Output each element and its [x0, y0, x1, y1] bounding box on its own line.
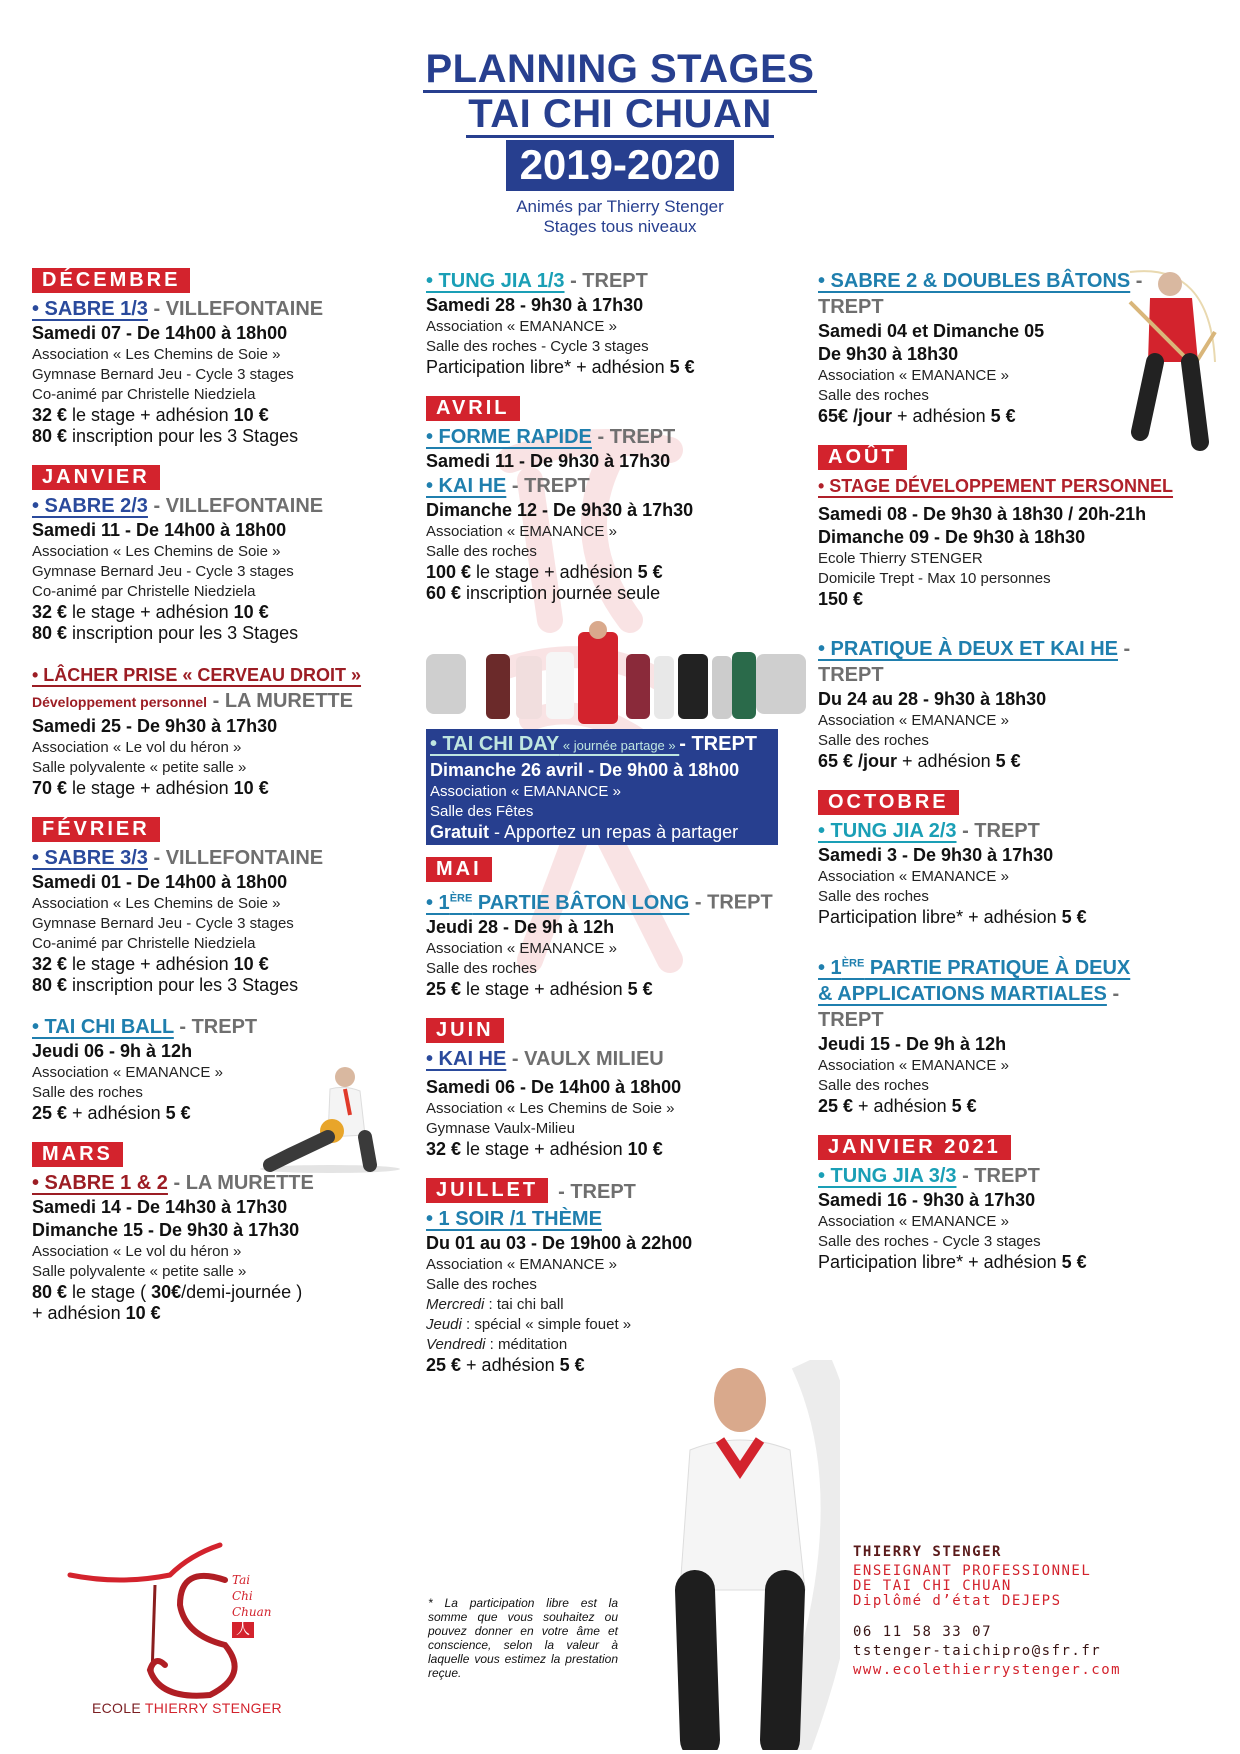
month-badge-decembre: DÉCEMBRE — [32, 268, 190, 293]
stage-fevrier-sabre-3: FÉVRIER • SABRE 3/3 - VILLEFONTAINE Samedi 01 - De 14h00 à 18h00 Association « Les Chemins de Soie » Gymnase Bernard Jeu - Cycle 3 stages Co-animé par Christelle Niedziela 32 € le stage + adhésion 10 € 80 € inscription pour les 3 Stages — [32, 817, 402, 996]
month-badge-fevrier: FÉVRIER — [32, 817, 160, 842]
stage-price: 80 € le stage ( 30€/demi-journée ) — [32, 1282, 303, 1302]
stage-title: • 1 SOIR /1 THÈME — [426, 1207, 602, 1230]
stage-price: Gratuit - Apportez un repas à partager — [430, 822, 739, 842]
stage-venue: Domicile Trept - Max 10 personnes — [818, 570, 1051, 587]
stage-title-forme-rapide: • FORME RAPIDE — [426, 426, 592, 448]
stage-title: • TAI CHI DAY « journée partage » — [430, 733, 680, 755]
stage-price: 150 € — [818, 589, 864, 609]
stage-title: • 1ÈRE PARTIE PRATIQUE À DEUX — [818, 956, 1131, 979]
stage-location: TREPT — [570, 1180, 636, 1203]
column-middle — [426, 268, 806, 1394]
stage-date: Samedi 07 - De 14h00 à 18h00 — [32, 323, 288, 343]
month-badge-juin: JUIN — [426, 1018, 504, 1043]
stage-title: • TUNG JIA 2/3 — [818, 820, 957, 842]
page-title-line2: TAI CHI CHUAN — [468, 92, 772, 136]
stage-venue: Gymnase Vaulx-Milieu — [426, 1119, 575, 1137]
season-year-badge: 2019-2020 — [506, 140, 735, 191]
stage-title: • TUNG JIA 1/3 — [426, 270, 565, 292]
stage-date: Samedi 3 - De 9h30 à 17h30 — [818, 845, 1054, 865]
stage-mai-baton-long: MAI • 1ÈRE PARTIE BÂTON LONG - TREPT Jeudi 28 - De 9h à 12h Association « EMANANCE » Salle des roches 25 € le stage + adhésion 5 € — [426, 857, 806, 1000]
stage-venue: Salle des roches — [818, 387, 929, 404]
stage-octobre-tung-jia-2: OCTOBRE • TUNG JIA 2/3 - TREPT Samedi 3 - De 9h30 à 17h30 Association « EMANANCE » Salle des roches Participation libre* + adhésion 5 € — [818, 790, 1218, 928]
month-badge-avril: AVRIL — [426, 396, 520, 421]
stage-date: Samedi 14 - De 14h30 à 17h30 — [32, 1197, 288, 1217]
school-logo — [60, 1525, 260, 1725]
stage-association: Association « Les Chemins de Soie » — [32, 895, 281, 912]
stage-price-cycle: 80 € inscription pour les 3 Stages — [32, 623, 299, 643]
stage-association: Association « Les Chemins de Soie » — [32, 346, 281, 363]
stage-price: 32 € le stage + adhésion 10 € — [32, 954, 269, 974]
stage-venue: Salle polyvalente « petite salle » — [32, 759, 247, 776]
stage-venue: Salle des roches — [818, 732, 929, 749]
stage-location: TREPT — [707, 891, 773, 914]
stage-juin-kai-he: JUIN • KAI HE - VAULX MILIEU Samedi 06 - De 14h00 à 18h00 Association « Les Chemins de Soie » Gymnase Vaulx-Milieu 32 € le stage + adhésion 10 € — [426, 1018, 806, 1160]
stage-association: Association « Le vol du héron » — [32, 1243, 242, 1260]
stage-organizer: Ecole Thierry STENGER — [818, 550, 983, 567]
photo-doubles-batons-practitioner — [1120, 262, 1220, 452]
stage-date: Samedi 04 et Dimanche 05 — [818, 321, 1045, 341]
contact-role: DE TAI CHI CHUAN — [853, 1578, 1012, 1594]
stage-coanimator: Co-animé par Christelle Niedziela — [32, 935, 256, 952]
month-badge-octobre: OCTOBRE — [818, 790, 959, 815]
stage-venue: Gymnase Bernard Jeu - Cycle 3 stages — [32, 366, 294, 383]
stage-date: Samedi 01 - De 14h00 à 18h00 — [32, 872, 288, 892]
stage-title: • SABRE 2 & DOUBLES BÂTONS — [818, 270, 1131, 292]
stage-association: Association « EMANANCE » — [818, 868, 1009, 885]
photo-thierry-stenger-portrait — [640, 1360, 840, 1750]
stage-title-line2: & APPLICATIONS MARTIALES — [818, 982, 1107, 1005]
stage-sabre-2-doubles-batons: • SABRE 2 & DOUBLES BÂTONS - TREPT Samedi 04 et Dimanche 05 De 9h30 à 18h30 Association « EMANANCE » Salle des roches 65€ /jour + adhésion 5 € — [818, 268, 1218, 427]
logo-calligraphy-text: Tai Chi Chuan 人 — [232, 1573, 272, 1638]
stage-title: • KAI HE — [426, 1047, 507, 1070]
stage-juillet-soir-theme: JUILLET - TREPT • 1 SOIR /1 THÈME Du 01 au 03 - De 19h00 à 22h00 Association « EMANANCE » Salle des roches Mercredi : tai chi ball Jeudi : spécial « simple fouet » Vendredi : méditation 25 € + adhésion 5 € — [426, 1178, 806, 1376]
stage-location: TREPT — [582, 270, 648, 292]
stage-title: • SABRE 1 & 2 — [32, 1172, 168, 1194]
participation-footnote: * La participation libre est la somme que vous souhaitez ou pouvez donner en votre âme et conscience, selon la valeur à laquelle vous estimez la prestation reçue. — [428, 1596, 618, 1680]
stage-date: Samedi 16 - 9h30 à 17h30 — [818, 1189, 1036, 1210]
stage-price: 32 € le stage + adhésion 10 € — [426, 1138, 663, 1159]
stage-title: • SABRE 2/3 — [32, 495, 148, 517]
stage-date: Du 24 au 28 - 9h30 à 18h30 — [818, 689, 1047, 709]
stage-lacher-prise: • LÂCHER PRISE « CERVEAU DROIT » Développement personnel - LA MURETTE Samedi 25 - De 9h30 à 17h30 Association « Le vol du héron » Salle polyvalente « petite salle » 70 € le stage + adhésion 10 € — [32, 662, 402, 799]
page-title-line1: PLANNING STAGES — [425, 47, 815, 91]
stage-venue: Gymnase Bernard Jeu - Cycle 3 stages — [32, 563, 294, 580]
contact-role: ENSEIGNANT PROFESSIONNEL — [853, 1563, 1092, 1579]
stage-date: Jeudi 06 - 9h à 12h — [32, 1041, 193, 1061]
stage-pratique-a-deux: • PRATIQUE À DEUX ET KAI HE - TREPT Du 24 au 28 - 9h30 à 18h30 Association « EMANANCE » Salle des roches 65 € /jour + adhésion 5 € — [818, 636, 1218, 772]
stage-price: 70 € le stage + adhésion 10 € — [32, 778, 269, 798]
page-subtitle-levels: Stages tous niveaux — [543, 217, 697, 236]
stage-title: • SABRE 1/3 — [32, 298, 148, 320]
stage-location: TREPT — [974, 1164, 1040, 1187]
photo-tai-chi-day-group — [426, 614, 806, 724]
stage-price: 25 € + adhésion 5 € — [32, 1103, 191, 1123]
stage-venue: Salle des roches — [426, 1275, 537, 1293]
stage-price: Participation libre* + adhésion 5 € — [818, 907, 1087, 927]
stage-location: LA MURETTE — [224, 690, 353, 712]
stage-association: Association « EMANANCE » — [426, 318, 617, 335]
stage-title: • LÂCHER PRISE « CERVEAU DROIT » — [32, 665, 362, 685]
stage-title: • PRATIQUE À DEUX ET KAI HE — [818, 638, 1118, 660]
stage-title: • TUNG JIA 3/3 — [818, 1164, 957, 1187]
stage-location: VILLEFONTAINE — [165, 495, 324, 517]
stage-title: • SABRE 3/3 — [32, 847, 148, 869]
stage-venue: Salle des roches — [32, 1084, 143, 1101]
stage-association: Association « Le vol du héron » — [32, 739, 242, 756]
stage-venue: Salle des roches — [818, 1076, 929, 1094]
stage-association: Association « EMANANCE » — [818, 1056, 1009, 1074]
stage-date: Du 01 au 03 - De 19h00 à 22h00 — [426, 1232, 693, 1253]
stage-janvier-2021-tung-jia-3: JANVIER 2021 • TUNG JIA 3/3 - TREPT Samedi 16 - 9h30 à 17h30 Association « EMANANCE » Salle des roches - Cycle 3 stages Participation libre* + adhésion 5 € — [818, 1135, 1218, 1273]
stage-location: TREPT — [691, 733, 758, 755]
stage-price: 32 € le stage + adhésion 10 € — [32, 602, 269, 622]
stage-association: Association « EMANANCE » — [426, 1255, 617, 1273]
stage-avril: AVRIL • FORME RAPIDE - TREPT Samedi 11 - De 9h30 à 17h30 • KAI HE - TREPT Dimanche 12 - De 9h30 à 17h30 Association « EMANANCE » Salle des roches 100 € le stage + adhésion 5 € 60 € inscription journée seule — [426, 396, 806, 604]
stage-association: Association « EMANANCE » — [426, 939, 617, 957]
stage-association: Association « EMANANCE » — [818, 367, 1009, 384]
stage-association: Association « EMANANCE » — [818, 712, 1009, 729]
stage-price: 25 € le stage + adhésion 5 € — [426, 978, 653, 999]
stage-date: Jeudi 15 - De 9h à 12h — [818, 1033, 1007, 1054]
stage-price: 100 € le stage + adhésion 5 € — [426, 562, 663, 582]
stage-association: Association « Les Chemins de Soie » — [32, 543, 281, 560]
stage-venue: Salle des roches — [818, 888, 929, 905]
stage-venue: Salle des roches - Cycle 3 stages — [818, 1232, 1041, 1250]
stage-coanimator: Co-animé par Christelle Niedziela — [32, 583, 256, 600]
stage-venue: Salle des Fêtes — [430, 803, 534, 820]
stage-price-day: 60 € inscription journée seule — [426, 583, 661, 603]
stage-title: • STAGE DÉVELOPPEMENT PERSONNEL — [818, 476, 1174, 496]
stage-applications-martiales: • 1ÈRE PARTIE PRATIQUE À DEUX & APPLICATIONS MARTIALES - TREPT Jeudi 15 - De 9h à 12h Association « EMANANCE » Salle des roches 25 € + adhésion 5 € — [818, 950, 1218, 1117]
stage-location: LA MURETTE — [185, 1172, 314, 1194]
stage-date: Samedi 25 - De 9h30 à 17h30 — [32, 716, 278, 736]
stage-price: 65 € /jour + adhésion 5 € — [818, 751, 1021, 771]
month-badge-aout: AOÛT — [818, 445, 907, 470]
month-badge-mars: MARS — [32, 1142, 123, 1167]
stage-title: • 1ÈRE PARTIE BÂTON LONG — [426, 891, 690, 914]
stage-venue: Salle des roches — [426, 543, 537, 560]
stage-date: Dimanche 26 avril - De 9h00 à 18h00 — [430, 760, 740, 780]
stage-association: Association « EMANANCE » — [32, 1064, 223, 1081]
month-badge-mai: MAI — [426, 857, 492, 882]
stage-association: Association « EMANANCE » — [430, 783, 621, 800]
stage-date: Dimanche 15 - De 9h30 à 17h30 — [32, 1220, 300, 1240]
stage-association: Association « EMANANCE » — [818, 1212, 1009, 1230]
contact-block — [853, 1544, 1121, 1680]
stage-location: TREPT — [818, 664, 884, 686]
column-left — [32, 268, 402, 1342]
stage-price-cycle: 80 € inscription pour les 3 Stages — [32, 426, 299, 446]
school-name: ECOLE THIERRY STENGER — [92, 1700, 282, 1716]
contact-website-link[interactable]: www.ecolethierrystenger.com — [853, 1662, 1122, 1678]
stage-location: VILLEFONTAINE — [165, 298, 324, 320]
stage-price: Participation libre* + adhésion 5 € — [426, 357, 695, 377]
stage-date: Samedi 06 - De 14h00 à 18h00 — [426, 1076, 682, 1097]
stage-price: Participation libre* + adhésion 5 € — [818, 1251, 1087, 1272]
stage-location: TREPT — [818, 296, 884, 318]
stage-aout-developpement — [818, 445, 1218, 610]
stage-tai-chi-day: • TAI CHI DAY « journée partage » - TREPT Dimanche 26 avril - De 9h00 à 18h00 Association « EMANANCE » Salle des Fêtes Gratuit - Apportez un repas à partager — [426, 729, 778, 845]
stage-location: VAULX MILIEU — [524, 1047, 664, 1070]
stage-location: TREPT — [524, 475, 590, 497]
stage-janvier-sabre-2: JANVIER • SABRE 2/3 - VILLEFONTAINE Samedi 11 - De 14h00 à 18h00 Association « Les Chemins de Soie » Gymnase Bernard Jeu - Cycle 3 stages Co-animé par Christelle Niedziela 32 € le stage + adhésion 10 € 80 € inscription pour les 3 Stages — [32, 465, 402, 644]
month-badge-janvier: JANVIER — [32, 465, 160, 490]
stage-price: 25 € + adhésion 5 € — [426, 1354, 585, 1375]
stage-date: Samedi 11 - De 14h00 à 18h00 — [32, 520, 287, 540]
stage-mars-sabre-1-2: MARS • SABRE 1 & 2 - LA MURETTE Samedi 14 - De 14h30 à 17h30 Dimanche 15 - De 9h30 à 17h30 Association « Le vol du héron » Salle polyvalente « petite salle » 80 € le stage ( 30€/demi-journée ) + adhésion 10 € — [32, 1142, 402, 1324]
stage-venue: Salle des roches — [426, 959, 537, 977]
theme-wednesday: Mercredi : tai chi ball — [426, 1295, 564, 1313]
stage-venue: Gymnase Bernard Jeu - Cycle 3 stages — [32, 915, 294, 932]
stage-venue: Salle des roches - Cycle 3 stages — [426, 338, 649, 355]
photo-tai-chi-ball-practitioner — [250, 1065, 400, 1175]
page-subtitle-animator: Animés par Thierry Stenger — [516, 197, 724, 216]
stage-venue: Salle polyvalente « petite salle » — [32, 1263, 247, 1280]
contact-name: THIERRY STENGER — [853, 1544, 1002, 1560]
stage-location: TREPT — [191, 1016, 258, 1038]
stage-title-kai-he: • KAI HE — [426, 475, 507, 497]
logo-ren-character: 人 — [232, 1622, 254, 1638]
stage-decembre-sabre-1: DÉCEMBRE • SABRE 1/3 - VILLEFONTAINE Samedi 07 - De 14h00 à 18h00 Association « Les Chemins de Soie » Gymnase Bernard Jeu - Cycle 3 stages Co-animé par Christelle Niedziela 32 € le stage + adhésion 10 € 80 € inscription pour les 3 Stages — [32, 268, 402, 447]
contact-phone[interactable]: 06 11 58 33 07 — [853, 1624, 993, 1640]
stage-price-cycle: 80 € inscription pour les 3 Stages — [32, 975, 299, 995]
theme-thursday: Jeudi : spécial « simple fouet » — [426, 1315, 632, 1333]
stage-price: 32 € le stage + adhésion 10 € — [32, 405, 269, 425]
stage-price: 25 € + adhésion 5 € — [818, 1095, 977, 1116]
stage-price-fee: + adhésion 10 € — [32, 1303, 161, 1323]
stage-location: TREPT — [609, 426, 676, 448]
stage-location: VILLEFONTAINE — [165, 847, 324, 869]
stage-time: De 9h30 à 18h30 — [818, 344, 959, 364]
stage-tai-chi-ball: • TAI CHI BALL - TREPT Jeudi 06 - 9h à 12h Association « EMANANCE » Salle des roches 25 € + adhésion 5 € — [32, 1014, 402, 1124]
stage-date: Samedi 28 - 9h30 à 17h30 — [426, 295, 644, 315]
stage-location: TREPT — [818, 1008, 884, 1031]
contact-diploma: Diplômé d’état DEJEPS — [853, 1593, 1062, 1609]
stage-date: Dimanche 09 - De 9h30 à 18h30 — [818, 527, 1086, 547]
contact-email-link[interactable]: tstenger-taichipro@sfr.fr — [853, 1643, 1102, 1659]
stage-location: TREPT — [974, 820, 1040, 842]
stage-title: • TAI CHI BALL — [32, 1016, 174, 1038]
stage-date: Dimanche 12 - De 9h30 à 17h30 — [426, 500, 694, 520]
stage-coanimator: Co-animé par Christelle Niedziela — [32, 386, 256, 403]
month-badge-janvier-2021: JANVIER 2021 — [818, 1135, 1011, 1160]
stage-association: Association « Les Chemins de Soie » — [426, 1099, 675, 1117]
stage-date: Samedi 08 - De 9h30 à 18h30 / 20h-21h — [818, 504, 1147, 524]
stage-tung-jia-1: • TUNG JIA 1/3 - TREPT Samedi 28 - 9h30 à 17h30 Association « EMANANCE » Salle des roches - Cycle 3 stages Participation libre* + adhésion 5 € — [426, 268, 806, 378]
stage-subtitle: Développement personnel — [32, 694, 208, 710]
page-header — [0, 48, 1240, 237]
theme-friday: Vendredi : méditation — [426, 1335, 568, 1353]
stage-date: Samedi 11 - De 9h30 à 17h30 — [426, 451, 671, 471]
month-badge-juillet: JUILLET — [426, 1178, 548, 1203]
stage-date: Jeudi 28 - De 9h à 12h — [426, 916, 615, 937]
stage-association: Association « EMANANCE » — [426, 523, 617, 540]
stage-price: 65€ /jour + adhésion 5 € — [818, 406, 1016, 426]
